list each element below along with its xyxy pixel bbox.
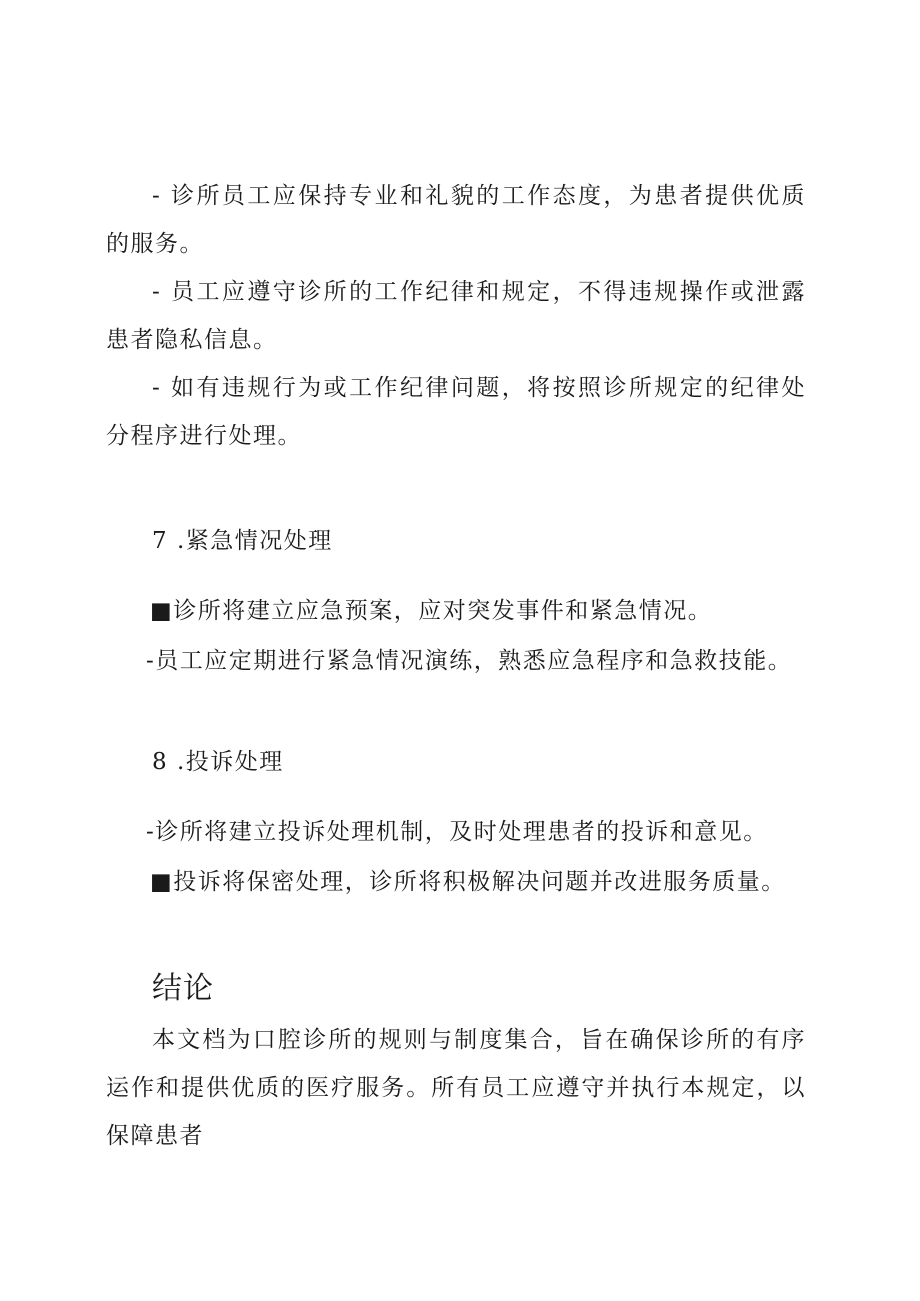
section-8-title: 8 .投诉处理 xyxy=(152,749,284,775)
section-8-item-complaint-mechanism: -诊所将建立投诉处理机制，及时处理患者的投诉和意见。 xyxy=(146,819,768,845)
rule-item-professional-attitude: - 诊所员工应保持专业和礼貌的工作态度，为患者提供优质的服务。 xyxy=(106,183,806,257)
rule-item-violation-handling: - 如有违规行为或工作纪律问题，将按照诊所规定的纪律处分程序进行处理。 xyxy=(106,375,806,449)
section-8-item-confidential-handling: ■投诉将保密处理，诊所将积极解决问题并改进服务质量。 xyxy=(150,869,786,895)
rule-item-work-discipline: - 员工应遵守诊所的工作纪律和规定，不得违规操作或泄露患者隐私信息。 xyxy=(106,279,806,353)
conclusion-heading: 结论 xyxy=(152,971,214,1006)
section-7-item-emergency-drill: -员工应定期进行紧急情况演练，熟悉应急程序和急救技能。 xyxy=(146,648,793,674)
section-7-item-emergency-plan: ■诊所将建立应急预案，应对突发事件和紧急情况。 xyxy=(150,598,713,624)
section-7-title: 7 .紧急情况处理 xyxy=(152,528,333,554)
conclusion-text: 本文档为口腔诊所的规则与制度集合，旨在确保诊所的有序运作和提供优质的医疗服务。所有员工应遵守并执行本规定，以保障患者 xyxy=(106,1027,806,1149)
